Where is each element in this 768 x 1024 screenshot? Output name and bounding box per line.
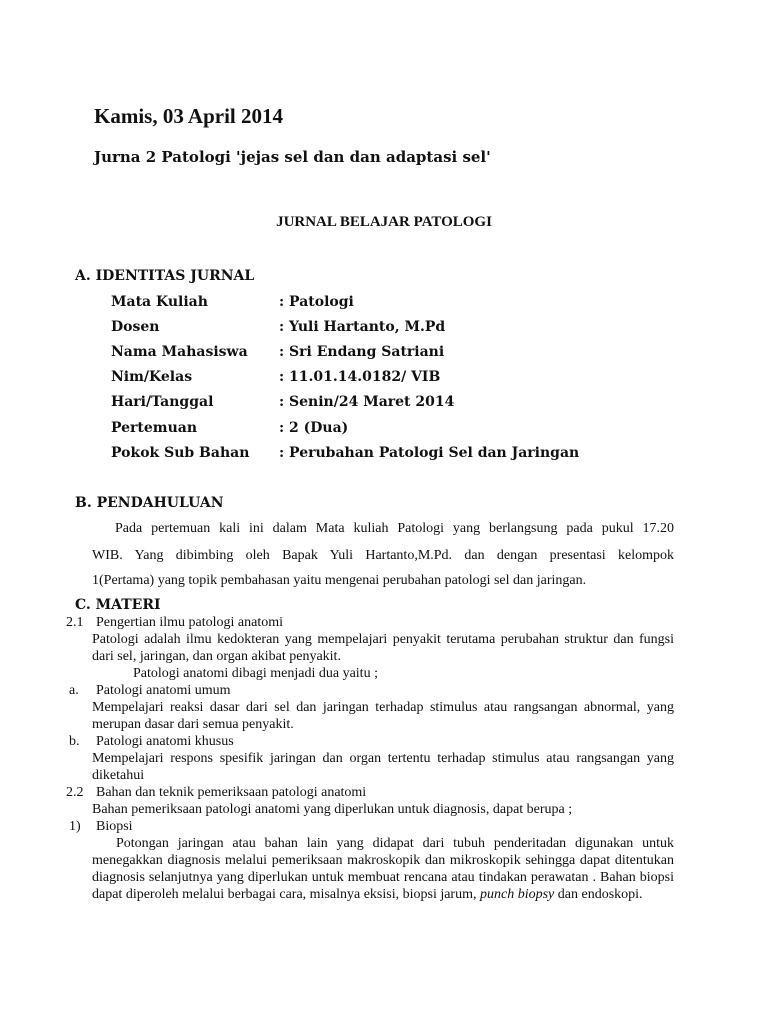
item-title: Patologi anatomi khusus: [96, 734, 234, 749]
identity-value: : Perubahan Patologi Sel dan Jaringan: [279, 445, 580, 461]
item-number: 2.2: [66, 785, 84, 800]
item-number: 2.1: [66, 615, 84, 630]
identity-value: : 2 (Dua): [279, 420, 349, 436]
identity-value: : Sri Endang Satriani: [279, 344, 445, 360]
item-body: [92, 835, 674, 903]
item-marker: a.: [69, 683, 79, 698]
item-title: Bahan dan teknik pemeriksaan patologi anatomi: [96, 785, 367, 800]
intro-paragraph-line: WIB. Yang dibimbing oleh Bapak Yuli Hartanto,M.Pd. dan dengan presentasi kelompok: [92, 548, 674, 563]
item-body: Mempelajari reaksi dasar dari sel dan jaringan terhadap stimulus atau rangsangan abnormal, yang merupan dasar dari semua penyakit.: [92, 700, 674, 732]
identity-value: : Patologi: [279, 294, 354, 310]
document-date: Kamis, 03 April 2014: [94, 104, 284, 128]
biopsy-text-end: dan endoskopi.: [557, 887, 643, 902]
identity-value: : 11.01.14.0182/ VIB: [279, 369, 441, 385]
item-intro: Patologi anatomi dibagi menjadi dua yaitu ;: [133, 666, 378, 681]
identity-label: Dosen: [111, 319, 160, 335]
biopsy-text: Potongan jaringan atau bahan lain yang didapat dari tubuh penderitadan digunakan untuk menegakkan diagnosis melalui pemeriksaan makroskopik dan mikroskopik sehingga dapat ditentukan diagnosis selanjutnya yang diperlukan untuk membuat rencana atau tindakan perawatan . Bahan biopsi dapat diperoleh melalui berbagai cara, misalnya eksisi, biopsi jarum,: [92, 836, 674, 902]
item-title: Patologi anatomi umum: [96, 683, 231, 698]
identity-label: Mata Kuliah: [111, 294, 208, 310]
identity-label: Nim/Kelas: [111, 369, 193, 385]
identity-label: Hari/Tanggal: [111, 394, 214, 410]
document-subtitle: Jurna 2 Patologi 'jejas sel dan dan adaptasi sel': [94, 148, 491, 166]
item-body: Mempelajari respons spesifik jaringan dan organ tertentu terhadap stimulus atau rangsangan yang diketahui: [92, 751, 674, 783]
journal-title: JURNAL BELAJAR PATOLOGI: [276, 214, 492, 230]
item-marker: b.: [69, 734, 80, 749]
intro-paragraph-line: 1(Pertama) yang topik pembahasan yaitu mengenai perubahan patologi sel dan jaringan.: [92, 573, 587, 588]
section-c-heading: C. MATERI: [75, 597, 161, 613]
identity-value: : Yuli Hartanto, M.Pd: [279, 319, 446, 335]
item-marker: 1): [69, 819, 81, 834]
item-body: Patologi adalah ilmu kedokteran yang mempelajari penyakit terutama perubahan struktur dan fungsi dari sel, jaringan, dan organ akibat penyakit.: [92, 632, 674, 664]
item-body: Bahan pemeriksaan patologi anatomi yang diperlukan untuk diagnosis, dapat berupa ;: [92, 802, 573, 817]
item-title: Biopsi: [96, 819, 133, 834]
identity-label: Nama Mahasiswa: [111, 344, 248, 360]
item-title: Pengertian ilmu patologi anatomi: [96, 615, 284, 630]
biopsy-italic-term: punch biopsy: [480, 887, 555, 902]
section-a-heading: A. IDENTITAS JURNAL: [75, 268, 255, 284]
identity-value: : Senin/24 Maret 2014: [279, 394, 455, 410]
identity-label: Pokok Sub Bahan: [111, 445, 250, 461]
section-b-heading: B. PENDAHULUAN: [75, 495, 224, 511]
intro-paragraph-line: Pada pertemuan kali ini dalam Mata kuliah Patologi yang berlangsung pada pukul 17.20: [115, 521, 674, 536]
identity-label: Pertemuan: [111, 420, 198, 436]
